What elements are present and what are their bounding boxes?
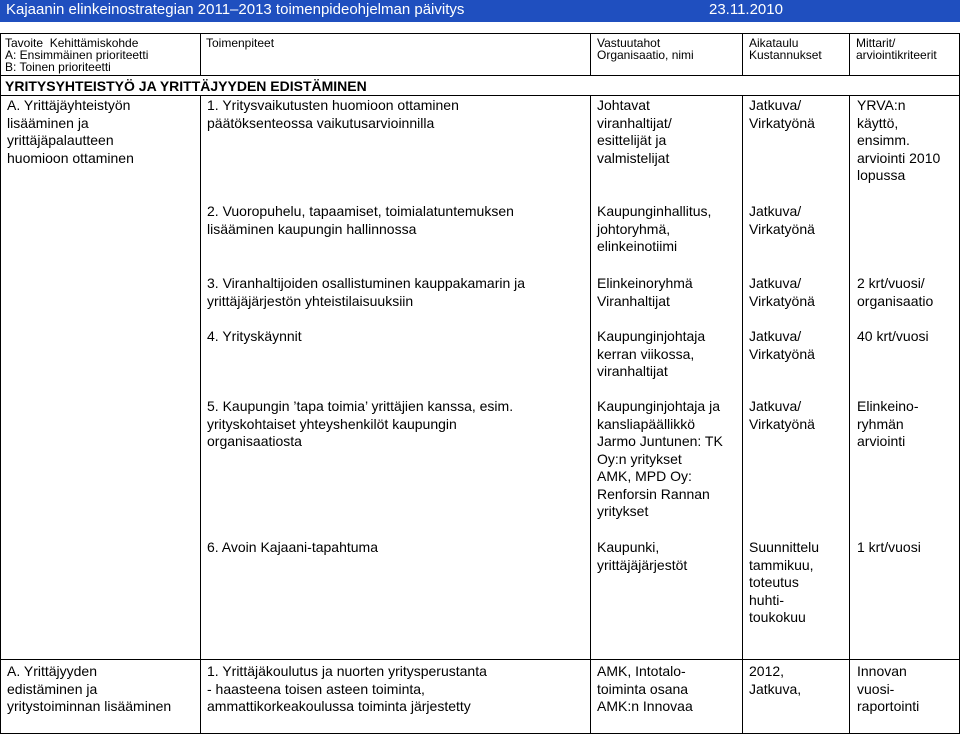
row-responsible: AMK, Intotalo- toiminta osana AMK:n Innovaa [597, 663, 693, 714]
row-schedule: Jatkuva/ Virkatyönä [749, 203, 815, 237]
row-responsible: Johtavat viranhaltijat/ esittelijät ja valmistelijat [597, 97, 672, 166]
row-action: 1. Yritysvaikutusten huomioon ottaminen päätöksenteossa vaikutusarvioinnilla [207, 97, 459, 131]
row-metric: YRVA:n käyttö, ensimm. arviointi 2010 lopussa [857, 97, 941, 183]
column-divider [849, 95, 850, 734]
row-action: 1. Yrittäjäkoulutus ja nuorten yritysperustanta - haasteena toisen asteen toiminta, ammattikorkeakoulussa toiminta järjestetty [207, 663, 487, 714]
row-schedule: Jatkuva/ Virkatyönä [749, 97, 815, 131]
row-action: 2. Vuoropuhelu, tapaamiset, toimialatuntemuksen lisääminen kaupungin hallinnossa [207, 203, 514, 237]
row-responsible: Kaupunki, yrittäjäjärjestöt [597, 539, 688, 573]
column-divider [849, 33, 850, 75]
group-divider [0, 659, 960, 660]
column-divider [590, 95, 591, 734]
section-title: YRITYSYHTEISTYÖ JA YRITTÄJYYDEN EDISTÄMINEN [5, 78, 367, 94]
row-responsible: Elinkeinoryhmä Viranhaltijat [597, 275, 693, 309]
row-metric: 40 krt/vuosi [857, 328, 929, 344]
group-goal: A. Yrittäjyyden edistäminen ja yritystoiminnan lisääminen [7, 663, 172, 714]
row-responsible: Kaupunginhallitus, johtoryhmä, elinkeinotiimi [597, 203, 712, 254]
row-metric: 1 krt/vuosi [857, 539, 921, 555]
group-goal: A. Yrittäjäyhteistyön lisääminen ja yrittäjäpalautteen huomioon ottaminen [7, 97, 134, 166]
row-metric: Elinkeino- ryhmän arviointi [857, 398, 919, 449]
column-divider [590, 33, 591, 75]
row-metric: Innovan vuosi- raportointi [857, 663, 920, 714]
column-divider [200, 95, 201, 734]
column-header-goal: Tavoite Kehittämiskohde A: Ensimmäinen prioriteetti B: Toinen prioriteetti [5, 36, 149, 74]
column-header-actions: Toimenpiteet [206, 36, 275, 50]
table-top-border [0, 33, 960, 34]
row-schedule: Jatkuva/ Virkatyönä [749, 328, 815, 362]
row-schedule: Jatkuva/ Virkatyönä [749, 275, 815, 309]
column-header-responsible: Vastuutahot Organisaatio, nimi [597, 36, 694, 62]
document-date: 23.11.2010 [709, 1, 783, 18]
column-divider [200, 33, 201, 75]
section-title-border [0, 95, 960, 96]
document-title-bar [0, 0, 960, 22]
row-schedule: 2012, Jatkuva, [749, 663, 802, 697]
document-title: Kajaanin elinkeinostrategian 2011–2013 toimenpideohjelman päivitys [6, 1, 465, 18]
column-header-metrics: Mittarit/ arviointikriteerit [856, 36, 937, 62]
row-metric: 2 krt/vuosi/ organisaatio [857, 275, 934, 309]
row-responsible: Kaupunginjohtaja kerran viikossa, viranhaltijat [597, 328, 706, 379]
row-action: 5. Kaupungin ’tapa toimia’ yrittäjien kanssa, esim. yrityskohtaiset yhteyshenkilöt kaupungin organisaatiosta [207, 398, 514, 449]
row-action: 6. Avoin Kajaani-tapahtuma [207, 539, 378, 555]
table-bottom-border [0, 733, 960, 734]
row-action: 3. Viranhaltijoiden osallistuminen kauppakamarin ja yrittäjäjärjestön yhteistilaisuuksiin [207, 275, 526, 309]
row-action: 4. Yrityskäynnit [207, 328, 302, 344]
table-left-border [0, 33, 1, 734]
column-divider [742, 95, 743, 734]
column-header-schedule: Aikataulu Kustannukset [749, 36, 822, 62]
row-responsible: Kaupunginjohtaja ja kansliapäällikkö Jarmo Juntunen: TK Oy:n yritykset AMK, MPD Oy: Renforsin Rannan yritykset [597, 398, 723, 519]
column-divider [742, 33, 743, 75]
header-bottom-border [0, 75, 960, 76]
row-schedule: Suunnittelu tammikuu, toteutus huhti- toukokuu [749, 539, 820, 625]
row-schedule: Jatkuva/ Virkatyönä [749, 398, 815, 432]
